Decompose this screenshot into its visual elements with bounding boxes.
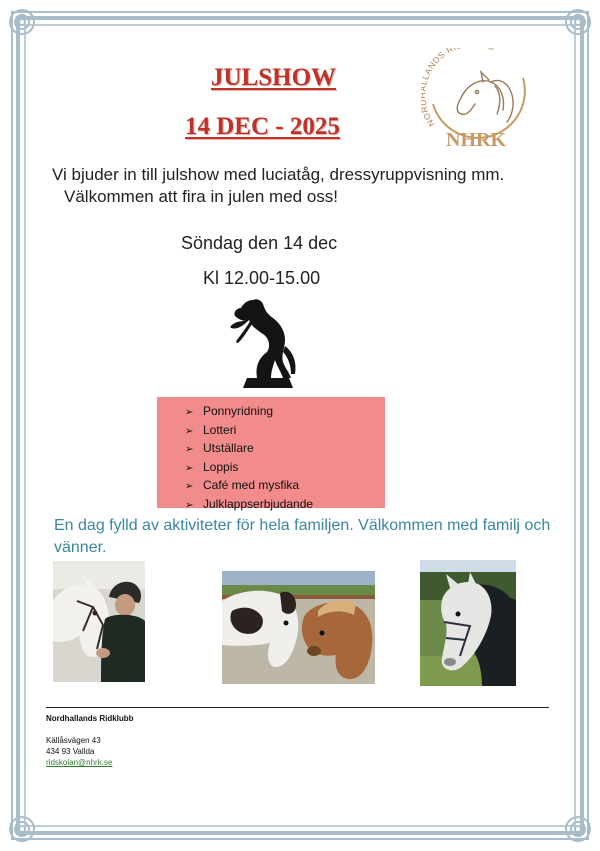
footer-postal: 434 93 Vallda <box>46 747 95 756</box>
photo-two-horses <box>222 571 375 684</box>
footer-org-name: Nordhallands Ridklubb <box>46 714 134 723</box>
footer-contact <box>46 713 134 768</box>
activities-box <box>157 397 385 511</box>
footer-street: Källåsvägen 43 <box>46 736 101 745</box>
list-item: ➢ Café med mysfika <box>185 477 385 496</box>
horse-statue-image <box>223 296 303 397</box>
arrow-bullet-icon: ➢ <box>185 407 194 418</box>
club-logo <box>421 48 537 163</box>
photo-rider-with-white-horse <box>53 561 145 682</box>
event-day: Söndag den 14 dec <box>181 233 338 253</box>
arrow-bullet-icon: ➢ <box>185 462 194 474</box>
list-item: ➢ Lotteri <box>185 422 385 441</box>
svg-text:NORDHALLANDS RIDKLUBB <box>421 48 497 128</box>
event-time: Kl 12.00-15.00 <box>203 268 321 288</box>
intro-text <box>52 164 552 208</box>
arrow-bullet-icon: ➢ <box>185 425 194 437</box>
email-link[interactable]: ridskolan@nhrk.se <box>46 758 113 767</box>
logo-abbreviation: NHRK <box>446 129 506 151</box>
activities-list <box>157 403 385 514</box>
photo-grey-horse <box>420 560 516 686</box>
list-item: ➢ Utställare <box>185 440 385 459</box>
event-title: JULSHOW <box>211 64 337 91</box>
intro-line-1: Vi bjuder in till julshow med luciatåg, dressyruppvisning mm. <box>52 165 505 184</box>
logo-ring-text: NO LANDS R <box>421 48 456 129</box>
footer-divider <box>46 707 549 708</box>
list-item: ➢ Ponnyridning <box>185 403 385 422</box>
arrow-bullet-icon: ➢ <box>185 444 194 455</box>
tagline: En dag fylld av aktiviteter för hela familjen. Välkommen med familj och vänner. <box>54 517 551 556</box>
arrow-bullet-icon: ➢ <box>185 481 194 492</box>
list-item: ➢ Julklappserbjudande <box>185 496 385 515</box>
event-date-heading: 14 DEC - 2025 <box>185 113 340 140</box>
arrow-bullet-icon: ➢ <box>185 499 194 511</box>
intro-line-2: Välkommen att fira in julen med oss! <box>64 187 339 206</box>
list-item: ➢ Loppis <box>185 459 385 478</box>
